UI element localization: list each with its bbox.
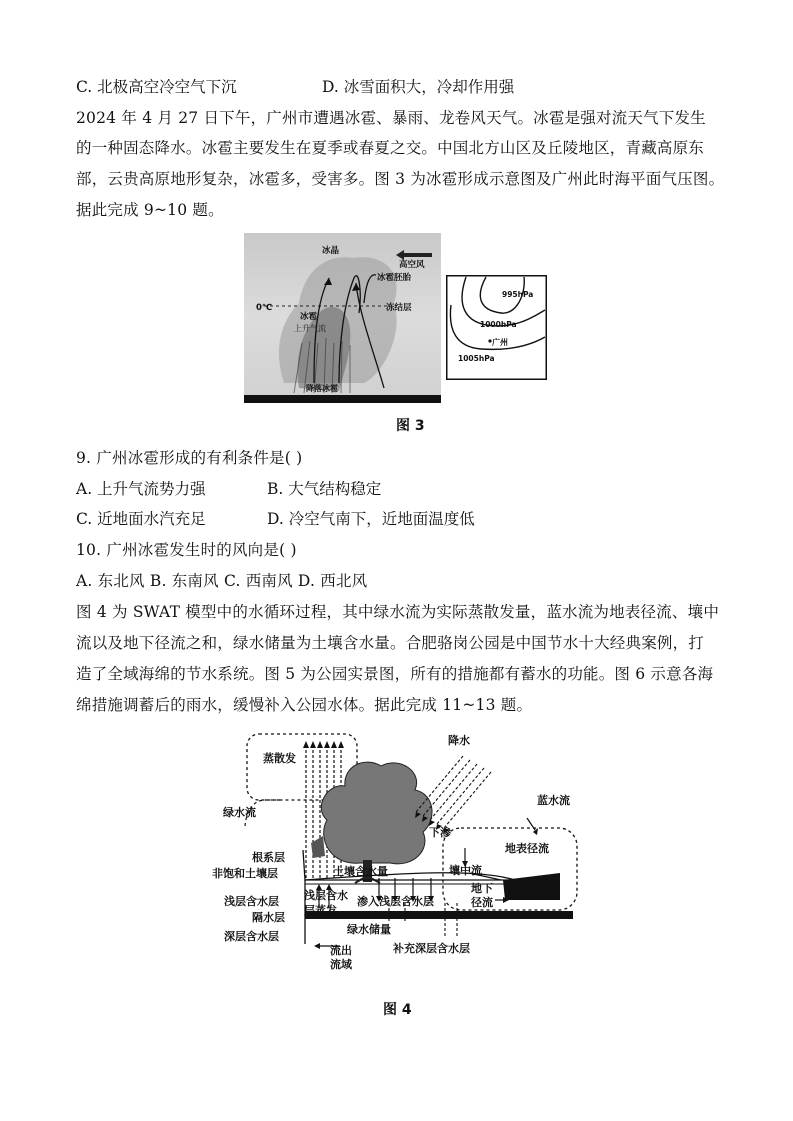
ground [244, 395, 441, 403]
label-freezing-layer: 冻结层 [386, 303, 412, 313]
hail-formation-diagram [244, 233, 441, 403]
q9-option-a: A. 上升气流势力强 [76, 480, 206, 498]
label-green-flow: 绿水流 [223, 806, 256, 819]
label-blue-flow: 蓝水流 [537, 794, 570, 807]
label-shallow-aquifer: 浅层含水层 [224, 895, 279, 908]
label-aquitard: 隔水层 [252, 911, 285, 924]
label-surface-runoff: 地表径流 [505, 842, 549, 855]
label-updraft: 上升气流 [294, 324, 326, 333]
q9-option-d: D. 冷空气南下，近地面温度低 [267, 510, 475, 528]
q10-options: A. 东北风 B. 东南风 C. 西南风 D. 西北风 [76, 572, 368, 590]
aquitard-layer [305, 911, 573, 919]
swat-water-cycle-diagram [205, 728, 585, 973]
label-hail: 冰雹 [300, 312, 318, 322]
passage1-line: 据此完成 9~10 题。 [76, 201, 224, 219]
label-995hpa: 995hPa [502, 290, 534, 299]
pressure-map [446, 275, 547, 380]
passage1-line: 部，云贵高原地形复杂，冰雹多，受害多。图 3 为冰雹形成示意图及广州此时海平面气压图。 [76, 170, 725, 188]
q9-stem: 9. 广州冰雹形成的有利条件是( ) [76, 449, 303, 467]
label-root-layer: 根系层 [252, 851, 285, 864]
label-green-storage: 绿水储量 [347, 923, 391, 936]
label-zero-c: 0℃ [256, 303, 273, 313]
passage2-line: 造了全域海绵的节水系统。图 5 为公园实景图，所有的措施都有蓄水的功能。图 6 示意各海 [76, 665, 714, 683]
label-seep-shallow: 渗入浅层含水层 [357, 895, 434, 908]
label-infiltration: 下渗 [429, 826, 451, 839]
label-ground-runoff-1: 地下 [471, 882, 493, 895]
label-shallow-evap-1: 浅层含水 [304, 889, 348, 902]
label-precipitation: 降水 [448, 734, 470, 747]
label-interflow: 壤中流 [449, 864, 482, 877]
passage2-line: 绵措施调蓄后的雨水，缓慢补入公园水体。据此完成 11~13 题。 [76, 696, 533, 714]
label-hail-embryo: 冰雹胚胎 [377, 273, 412, 283]
label-unsaturated-soil: 非饱和土壤层 [212, 867, 278, 880]
passage2-line: 图 4 为 SWAT 模型中的水循环过程，其中绿水流为实际蒸散发量，蓝水流为地表径流、壤中 [76, 603, 720, 621]
label-ice-crystal: 冰晶 [322, 246, 340, 256]
label-ground-runoff-2: 径流 [471, 896, 493, 909]
q9-option-b: B. 大气结构稳定 [267, 480, 382, 498]
tree-canopy [321, 762, 432, 864]
label-upper-wind: 高空风 [399, 260, 425, 270]
passage2-line: 流以及地下径流之和，绿水储量为土壤含水量。合肥骆岗公园是中国节水十大经典案例，打 [76, 634, 705, 652]
q8-option-d: D. 冰雪面积大，冷却作用强 [322, 78, 515, 96]
label-soil-water: 土壤含水量 [333, 865, 388, 878]
label-deep-aquifer: 深层含水层 [224, 930, 279, 943]
label-shallow-evap-2: 层蒸发 [304, 904, 337, 917]
label-outflow-2: 流域 [330, 958, 352, 971]
passage1-line: 2024 年 4 月 27 日下午，广州市遭遇冰雹、暴雨、龙卷风天气。冰雹是强对流天气下发生 [76, 109, 706, 127]
passage1-line: 的一种固态降水。冰雹主要发生在夏季或春夏之交。中国北方山区及丘陵地区，青藏高原东 [76, 139, 705, 157]
q8-option-c: C. 北极高空冷空气下沉 [76, 78, 237, 96]
label-1000hpa: 1000hPa [480, 320, 517, 329]
q10-stem: 10. 广州冰雹发生时的风向是( ) [76, 541, 297, 559]
label-1005hpa: 1005hPa [458, 354, 495, 363]
label-evapotranspiration: 蒸散发 [263, 752, 296, 765]
label-outflow-1: 流出 [330, 944, 352, 957]
label-guangzhou: 广州 [492, 338, 508, 347]
figure3-caption: 图 3 [396, 418, 425, 434]
label-recharge-deep: 补充深层含水层 [393, 942, 470, 955]
water-body [503, 873, 560, 900]
label-falling-hail: 降落冰雹 [306, 384, 338, 393]
q9-option-c: C. 近地面水汽充足 [76, 510, 206, 528]
figure4-caption: 图 4 [383, 1002, 412, 1018]
